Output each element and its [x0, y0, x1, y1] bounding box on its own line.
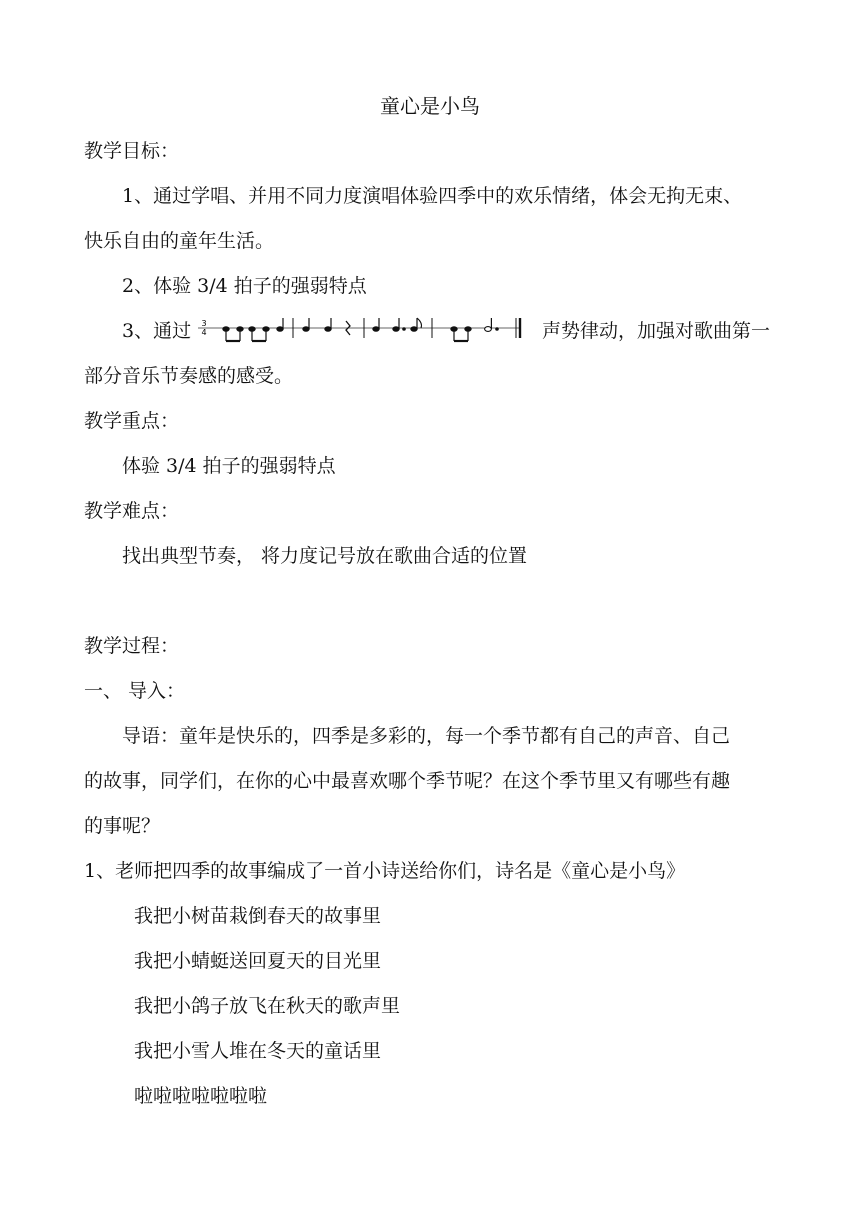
poem-line: 我把小树苗栽倒春天的故事里: [134, 905, 382, 927]
section-1-heading: 一、 导入：: [84, 680, 186, 702]
poem-line: 我把小蜻蜓送回夏天的目光里: [134, 950, 382, 972]
step-1: 1、老师把四季的故事编成了一首小诗送给你们，诗名是《童心是小鸟》: [84, 860, 686, 882]
objectives-heading: 教学目标：: [84, 140, 180, 162]
measure-2: [303, 318, 350, 335]
objective-2: 2、体验 3/4 拍子的强弱特点: [122, 275, 367, 297]
intro-line-3: 的事呢？: [84, 815, 161, 837]
poem-line: 啦啦啦啦啦啦啦: [134, 1085, 268, 1107]
measure-1: [223, 318, 283, 341]
document-title: 童心是小鸟: [380, 94, 480, 118]
intro-line-1: 导语：童年是快乐的，四季是多彩的，每一个季节都有自己的声音、自己: [122, 725, 731, 747]
objective-3-line-2: 部分音乐节奏感的感受。: [84, 365, 294, 387]
objective-3-suffix: 声势律动，加强对歌曲第一: [542, 320, 771, 342]
measure-4: [451, 318, 499, 341]
poem-line: 我把小雪人堆在冬天的童话里: [134, 1040, 382, 1062]
key-points-text: 体验 3/4 拍子的强弱特点: [122, 455, 336, 477]
objective-1-line-2: 快乐自由的童年生活。: [84, 230, 275, 252]
difficulties-heading: 教学难点：: [84, 500, 180, 522]
poem-line: 我把小鸽子放飞在秋天的歌声里: [134, 995, 401, 1017]
rhythm-notation: [196, 316, 526, 348]
intro-line-2: 的故事，同学们，在你的心中最喜欢哪个季节呢？在这个季节里又有哪些有趣: [84, 770, 731, 792]
process-heading: 教学过程：: [84, 635, 180, 657]
difficulties-text: 找出典型节奏， 将力度记号放在歌曲合适的位置: [122, 545, 528, 567]
time-signature-top: 3: [201, 319, 207, 328]
objective-1-line-1: 1、通过学唱、并用不同力度演唱体验四季中的欢乐情绪，体会无拘无束、: [122, 185, 743, 207]
measure-3: [373, 318, 422, 331]
time-signature-bottom: 4: [201, 328, 207, 337]
key-points-heading: 教学重点：: [84, 410, 180, 432]
objective-3-prefix: 3、通过: [122, 320, 192, 342]
